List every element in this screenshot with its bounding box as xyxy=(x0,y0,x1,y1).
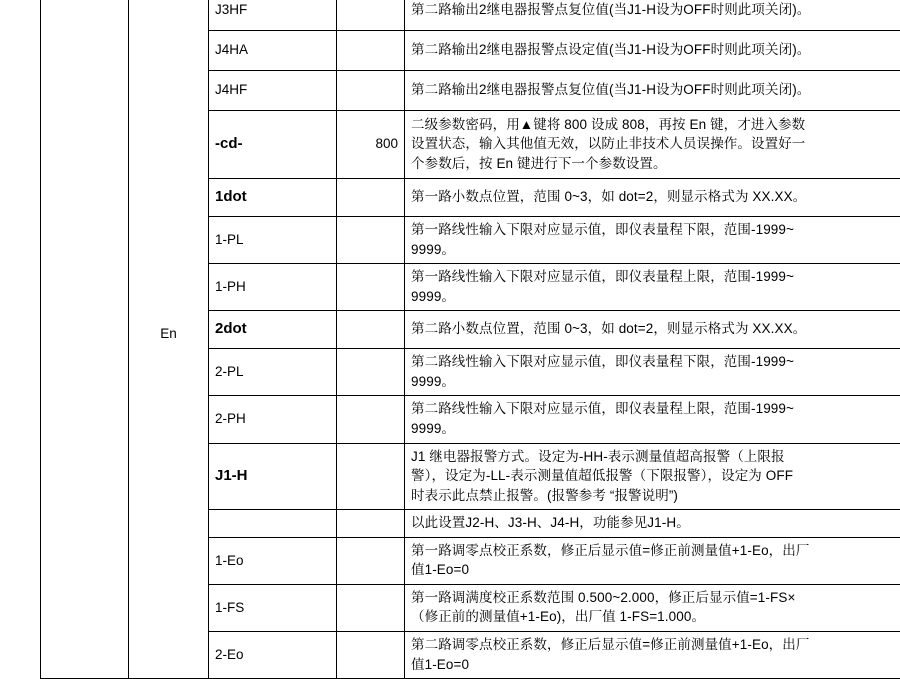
description-line: 时表示此点禁止报警。(报警参考 “报警说明”) xyxy=(411,486,894,506)
description-line: 第一路调零点校正系数，修正后显示值=修正前测量值+1-Eo，出厂 xyxy=(411,541,894,561)
description-line: 第一路线性输入下限对应显示值，即仪表量程下限，范围-1999~ xyxy=(411,220,894,240)
description-line: 第二路输出2继电器报警点复位值(当J1-H设为OFF时则此项关闭)。 xyxy=(411,80,894,100)
param-description-cell xyxy=(405,584,900,631)
description-line: 第一路调满度校正系数范围 0.500~2.000，修正后显示值=1-FS× xyxy=(411,588,894,608)
param-description-cell xyxy=(405,632,900,679)
param-code-cell: 2-Eo xyxy=(209,632,337,679)
description-line: J1 继电器报警方式。设定为-HH-表示测量值超高报警（上限报 xyxy=(411,447,894,467)
param-description-cell xyxy=(405,396,900,443)
description-line: 二级参数密码，用▲键将 800 设成 808，再按 En 键，才进入参数 xyxy=(411,115,894,135)
group-label-en: En xyxy=(129,0,209,679)
param-value-cell xyxy=(337,311,405,349)
param-value-cell xyxy=(337,31,405,71)
description-line: 以此设置J2-H、J3-H、J4-H，功能参见J1-H。 xyxy=(411,513,894,533)
description-line: 第一路线性输入下限对应显示值，即仪表量程上限，范围-1999~ xyxy=(411,267,894,287)
param-description-cell xyxy=(405,537,900,584)
param-description-cell xyxy=(405,264,900,311)
param-value-cell xyxy=(337,396,405,443)
param-description-cell xyxy=(405,179,900,217)
description-line: （修正前的测量值+1-Eo)，出厂值 1-FS=1.000。 xyxy=(411,607,894,627)
description-line: 设置状态，输入其他值无效，以防止非技术人员误操作。设置好一 xyxy=(411,134,894,154)
description-line: 9999。 xyxy=(411,240,894,260)
param-code-cell: 2-PL xyxy=(209,349,337,396)
param-value-cell xyxy=(337,584,405,631)
param-value-cell xyxy=(337,217,405,264)
description-line: 第二路线性输入下限对应显示值，即仪表量程下限，范围-1999~ xyxy=(411,352,894,372)
param-description-cell xyxy=(405,443,900,510)
param-description-cell xyxy=(405,31,900,71)
param-code-cell: 1-Eo xyxy=(209,537,337,584)
description-line: 第二路调零点校正系数，修正后显示值=修正前测量值+1-Eo，出厂 xyxy=(411,635,894,655)
param-value-cell xyxy=(337,537,405,584)
param-description-cell xyxy=(405,111,900,179)
description-line: 第二路线性输入下限对应显示值，即仪表量程上限，范围-1999~ xyxy=(411,399,894,419)
param-value-cell xyxy=(337,510,405,538)
description-line: 警），设定为-LL-表示测量值超低报警（下限报警），设定为 OFF xyxy=(411,466,894,486)
param-value-cell xyxy=(337,71,405,111)
description-line: 个参数后，按 En 键进行下一个参数设置。 xyxy=(411,154,894,174)
description-line: 9999。 xyxy=(411,287,894,307)
param-code-cell xyxy=(209,510,337,538)
table-body xyxy=(41,0,900,679)
param-description-cell xyxy=(405,217,900,264)
param-value-cell xyxy=(337,443,405,510)
description-line: 第一路小数点位置，范围 0~3，如 dot=2，则显示格式为 XX.XX。 xyxy=(411,187,894,207)
table-row xyxy=(41,0,900,31)
left-spacer-cell xyxy=(41,0,129,679)
param-description-cell xyxy=(405,349,900,396)
description-line: 第二路输出2继电器报警点复位值(当J1-H设为OFF时则此项关闭)。 xyxy=(411,0,894,20)
param-code-cell: 2-PH xyxy=(209,396,337,443)
description-line: 9999。 xyxy=(411,419,894,439)
param-code-cell: 1-PL xyxy=(209,217,337,264)
param-value-cell xyxy=(337,349,405,396)
param-description-cell xyxy=(405,71,900,111)
param-code-cell: -cd- xyxy=(209,111,337,179)
param-value-cell xyxy=(337,0,405,31)
description-line: 值1-Eo=0 xyxy=(411,655,894,675)
param-value-cell: 800 xyxy=(337,111,405,179)
description-line: 第二路小数点位置，范围 0~3，如 dot=2，则显示格式为 XX.XX。 xyxy=(411,319,894,339)
description-line: 值1-Eo=0 xyxy=(411,560,894,580)
parameter-table xyxy=(40,0,900,679)
param-code-cell: 1-PH xyxy=(209,264,337,311)
param-description-cell xyxy=(405,510,900,538)
param-code-cell: 1dot xyxy=(209,179,337,217)
param-code-cell: J3HF xyxy=(209,0,337,31)
param-value-cell xyxy=(337,179,405,217)
param-description-cell xyxy=(405,311,900,349)
param-code-cell: J4HA xyxy=(209,31,337,71)
description-line: 9999。 xyxy=(411,372,894,392)
param-code-cell: J4HF xyxy=(209,71,337,111)
param-code-cell: 1-FS xyxy=(209,584,337,631)
param-code-cell: J1-H xyxy=(209,443,337,510)
param-description-cell xyxy=(405,0,900,31)
param-code-cell: 2dot xyxy=(209,311,337,349)
param-value-cell xyxy=(337,632,405,679)
description-line: 第二路输出2继电器报警点设定值(当J1-H设为OFF时则此项关闭)。 xyxy=(411,40,894,60)
param-value-cell xyxy=(337,264,405,311)
